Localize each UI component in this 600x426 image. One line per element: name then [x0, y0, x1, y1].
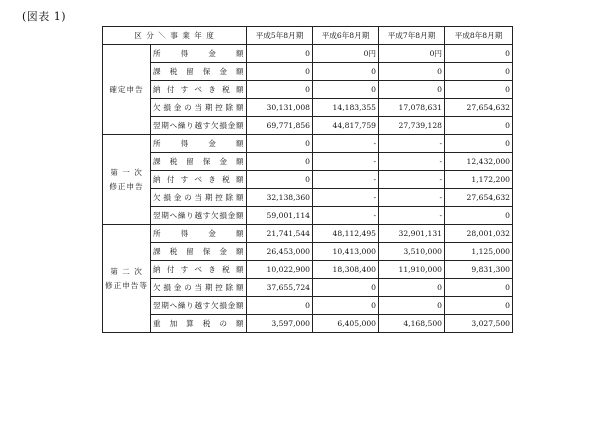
- row-item-label: 納付すべき税額: [151, 261, 247, 279]
- value-cell: -: [313, 207, 379, 225]
- value-cell: 0: [247, 171, 313, 189]
- row-item-label: 課税留保金額: [151, 153, 247, 171]
- value-cell: 32,138,360: [247, 189, 313, 207]
- value-cell: 11,910,000: [379, 261, 445, 279]
- value-cell: -: [379, 171, 445, 189]
- row-item-label: 翌期へ繰り越す欠損金額: [151, 297, 247, 315]
- value-cell: 0: [247, 135, 313, 153]
- year-header: 平成7年8月期: [379, 27, 445, 45]
- value-cell: 28,001,032: [445, 225, 513, 243]
- row-item-label: 翌期へ繰り越す欠損金額: [151, 117, 247, 135]
- value-cell: 18,308,400: [313, 261, 379, 279]
- value-cell: 0: [313, 81, 379, 99]
- year-header: 平成8年8月期: [445, 27, 513, 45]
- value-cell: 32,901,131: [379, 225, 445, 243]
- row-item-label: 所 得 金 額: [151, 45, 247, 63]
- value-cell: 0円: [379, 45, 445, 63]
- table-row: [103, 135, 513, 153]
- value-cell: 48,112,495: [313, 225, 379, 243]
- value-cell: 0: [445, 297, 513, 315]
- row-item-label: 欠損金の当期控除額: [151, 279, 247, 297]
- value-cell: 0: [379, 297, 445, 315]
- table-row: [103, 45, 513, 63]
- value-cell: -: [379, 153, 445, 171]
- row-item-label: 所 得 金 額: [151, 135, 247, 153]
- value-cell: 4,168,500: [379, 315, 445, 333]
- row-item-label: 納付すべき税額: [151, 171, 247, 189]
- table-row: [103, 261, 513, 279]
- value-cell: 0: [313, 63, 379, 81]
- value-cell: 0: [379, 279, 445, 297]
- value-cell: 0: [379, 63, 445, 81]
- value-cell: 27,739,128: [379, 117, 445, 135]
- value-cell: 0: [445, 207, 513, 225]
- value-cell: 37,655,724: [247, 279, 313, 297]
- value-cell: 0: [445, 135, 513, 153]
- row-item-label: 欠損金の当期控除額: [151, 189, 247, 207]
- year-header: 平成5年8月期: [247, 27, 313, 45]
- value-cell: 0: [445, 63, 513, 81]
- value-cell: 0: [445, 117, 513, 135]
- value-cell: 26,453,000: [247, 243, 313, 261]
- table-row: [103, 81, 513, 99]
- row-item-label: 所 得 金 額: [151, 225, 247, 243]
- table-body: [103, 45, 513, 333]
- value-cell: 69,771,856: [247, 117, 313, 135]
- row-item-label: 重 加 算 税 の 額: [151, 315, 247, 333]
- value-cell: -: [379, 207, 445, 225]
- value-cell: -: [379, 189, 445, 207]
- value-cell: 27,654,632: [445, 99, 513, 117]
- row-item-label: 翌期へ繰り越す欠損金額: [151, 207, 247, 225]
- category-header: 区 分 ＼ 事 業 年 度: [103, 27, 247, 45]
- value-cell: -: [313, 153, 379, 171]
- value-cell: -: [313, 135, 379, 153]
- figure-label: (図表 1): [22, 10, 67, 23]
- value-cell: 30,131,008: [247, 99, 313, 117]
- table-row: [103, 315, 513, 333]
- kakutei-shinkoku-group: 確定申告: [103, 45, 151, 135]
- value-cell: 0: [313, 279, 379, 297]
- value-cell: 0: [247, 297, 313, 315]
- first-amended-return-group: 第 一 次 修正申告: [103, 135, 151, 225]
- value-cell: 27,654,632: [445, 189, 513, 207]
- value-cell: 1,172,200: [445, 171, 513, 189]
- value-cell: 0: [247, 81, 313, 99]
- value-cell: 10,413,000: [313, 243, 379, 261]
- header-row: [103, 27, 513, 45]
- value-cell: 44,817,759: [313, 117, 379, 135]
- row-item-label: 課税留保金額: [151, 63, 247, 81]
- value-cell: -: [313, 171, 379, 189]
- value-cell: -: [313, 189, 379, 207]
- tax-return-table: [102, 26, 513, 333]
- value-cell: 0: [445, 45, 513, 63]
- value-cell: 14,183,355: [313, 99, 379, 117]
- value-cell: -: [379, 135, 445, 153]
- table-row: [103, 63, 513, 81]
- value-cell: 1,125,000: [445, 243, 513, 261]
- year-header: 平成6年8月期: [313, 27, 379, 45]
- value-cell: 6,405,000: [313, 315, 379, 333]
- value-cell: 0: [247, 63, 313, 81]
- row-item-label: 課税留保金額: [151, 243, 247, 261]
- value-cell: 0: [247, 45, 313, 63]
- row-item-label: 納付すべき税額: [151, 81, 247, 99]
- table-row: [103, 117, 513, 135]
- value-cell: 0: [247, 153, 313, 171]
- table-row: [103, 189, 513, 207]
- value-cell: 3,027,500: [445, 315, 513, 333]
- table-row: [103, 225, 513, 243]
- value-cell: 17,078,631: [379, 99, 445, 117]
- value-cell: 10,022,900: [247, 261, 313, 279]
- value-cell: 0: [445, 81, 513, 99]
- value-cell: 0円: [313, 45, 379, 63]
- table-row: [103, 279, 513, 297]
- table-row: [103, 99, 513, 117]
- table-row: [103, 153, 513, 171]
- row-item-label: 欠損金の当期控除額: [151, 99, 247, 117]
- table-row: [103, 243, 513, 261]
- value-cell: 9,831,300: [445, 261, 513, 279]
- value-cell: 12,432,000: [445, 153, 513, 171]
- value-cell: 0: [379, 81, 445, 99]
- value-cell: 0: [445, 279, 513, 297]
- second-amended-return-group: 第 二 次 修正申告等: [103, 225, 151, 333]
- value-cell: 21,741,544: [247, 225, 313, 243]
- table-row: [103, 207, 513, 225]
- table-row: [103, 171, 513, 189]
- value-cell: 59,001,114: [247, 207, 313, 225]
- value-cell: 3,510,000: [379, 243, 445, 261]
- value-cell: 0: [313, 297, 379, 315]
- value-cell: 3,597,000: [247, 315, 313, 333]
- table-row: [103, 297, 513, 315]
